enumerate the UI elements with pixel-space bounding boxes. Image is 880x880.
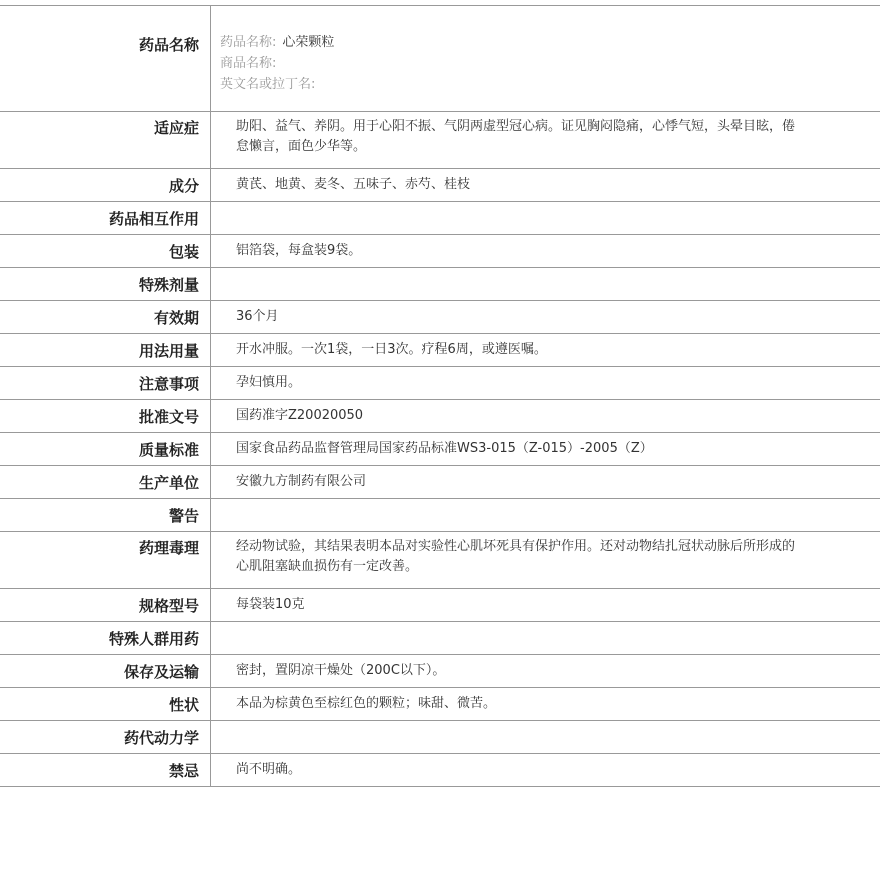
ingredients-label: 成分 (0, 169, 211, 202)
generic-name-line (220, 32, 880, 53)
table-row-usage-dosage (0, 334, 880, 367)
table-row-storage-transport (0, 655, 880, 688)
pharmacokinetics-value-cell (211, 721, 880, 754)
quality-standard-label: 质量标准 (0, 433, 211, 466)
drug-name-value-cell (211, 6, 880, 112)
packaging-value-cell (211, 235, 880, 268)
packaging-label: 包装 (0, 235, 211, 268)
description-value: 本品为棕黄色至棕红色的颗粒；味甜、微苦。 (236, 696, 497, 711)
table-row-pharmacokinetics (0, 721, 880, 754)
indications-label: 适应症 (0, 112, 211, 169)
shelf-life-value: 36个月 (236, 309, 279, 324)
table-row-packaging (0, 235, 880, 268)
quality-standard-value-cell (211, 433, 880, 466)
interactions-value-cell (211, 202, 880, 235)
table-row-contraindications (0, 754, 880, 787)
approval-number-label: 批准文号 (0, 400, 211, 433)
shelf-life-value-cell (211, 301, 880, 334)
table-row-interactions (0, 202, 880, 235)
approval-number-value-cell (211, 400, 880, 433)
contraindications-value-cell (211, 754, 880, 787)
shelf-life-label: 有效期 (0, 301, 211, 334)
special-populations-value-cell (211, 622, 880, 655)
storage-transport-value: 密封，置阴凉干燥处（200C以下）。 (236, 663, 446, 678)
precautions-value-cell (211, 367, 880, 400)
table-row-quality-standard (0, 433, 880, 466)
latin-name-key: 英文名或拉丁名: (220, 76, 316, 92)
indications-value-cell (211, 112, 880, 169)
packaging-value: 铝箔袋，每盒装9袋。 (236, 243, 362, 258)
drug-name-label: 药品名称 (0, 6, 211, 112)
table-row-precautions (0, 367, 880, 400)
table-row-ingredients (0, 169, 880, 202)
table-row-manufacturer (0, 466, 880, 499)
generic-name-value: 心荣颗粒 (282, 34, 335, 50)
table-row-approval-number (0, 400, 880, 433)
indications-value: 助阳、益气、养阴。用于心阳不振、气阴两虚型冠心病。证见胸闷隐痛，心悸气短，头晕目眩，倦怠懒言，面色少华等。 (236, 119, 796, 154)
specification-label: 规格型号 (0, 589, 211, 622)
trade-name-key: 商品名称: (220, 55, 277, 71)
contraindications-label: 禁忌 (0, 754, 211, 787)
table-row-special-populations (0, 622, 880, 655)
latin-name-line (220, 74, 880, 95)
pharmacology-toxicology-value-cell (211, 532, 880, 589)
ingredients-value-cell (211, 169, 880, 202)
usage-dosage-value-cell (211, 334, 880, 367)
ingredients-value: 黄芪、地黄、麦冬、五味子、赤芍、桂枝 (236, 177, 471, 192)
drug-spec-table (0, 5, 880, 787)
usage-dosage-label: 用法用量 (0, 334, 211, 367)
usage-dosage-value: 开水冲服。一次1袋，一日3次。疗程6周，或遵医嘱。 (236, 342, 547, 357)
table-row-indications (0, 112, 880, 169)
approval-number-value: 国药准字Z20020050 (236, 408, 364, 423)
pharmacology-toxicology-value: 经动物试验，其结果表明本品对实验性心肌坏死具有保护作用。还对动物结扎冠状动脉后所形成的心肌阻塞缺血损伤有一定改善。 (236, 539, 796, 574)
pharmacokinetics-label: 药代动力学 (0, 721, 211, 754)
precautions-value: 孕妇慎用。 (236, 375, 302, 390)
table-row-special-dosage (0, 268, 880, 301)
precautions-label: 注意事项 (0, 367, 211, 400)
table-row-description (0, 688, 880, 721)
storage-transport-label: 保存及运输 (0, 655, 211, 688)
manufacturer-value: 安徽九方制药有限公司 (236, 474, 367, 489)
description-label: 性状 (0, 688, 211, 721)
special-dosage-label: 特殊剂量 (0, 268, 211, 301)
description-value-cell (211, 688, 880, 721)
warning-value-cell (211, 499, 880, 532)
trade-name-line (220, 53, 880, 74)
table-row-drug-name (0, 6, 880, 112)
quality-standard-value: 国家食品药品监督管理局国家药品标准WS3-015（Z-015）-2005（Z） (236, 441, 653, 456)
drug-spec-table-body (0, 6, 880, 787)
table-row-warning (0, 499, 880, 532)
generic-name-key: 药品名称: (220, 34, 277, 50)
manufacturer-label: 生产单位 (0, 466, 211, 499)
warning-label: 警告 (0, 499, 211, 532)
manufacturer-value-cell (211, 466, 880, 499)
storage-transport-value-cell (211, 655, 880, 688)
table-row-specification (0, 589, 880, 622)
special-dosage-value-cell (211, 268, 880, 301)
table-row-pharmacology-toxicology (0, 532, 880, 589)
pharmacology-toxicology-label: 药理毒理 (0, 532, 211, 589)
contraindications-value: 尚不明确。 (236, 762, 302, 777)
interactions-label: 药品相互作用 (0, 202, 211, 235)
specification-value: 每袋装10克 (236, 597, 305, 612)
table-row-shelf-life (0, 301, 880, 334)
specification-value-cell (211, 589, 880, 622)
special-populations-label: 特殊人群用药 (0, 622, 211, 655)
